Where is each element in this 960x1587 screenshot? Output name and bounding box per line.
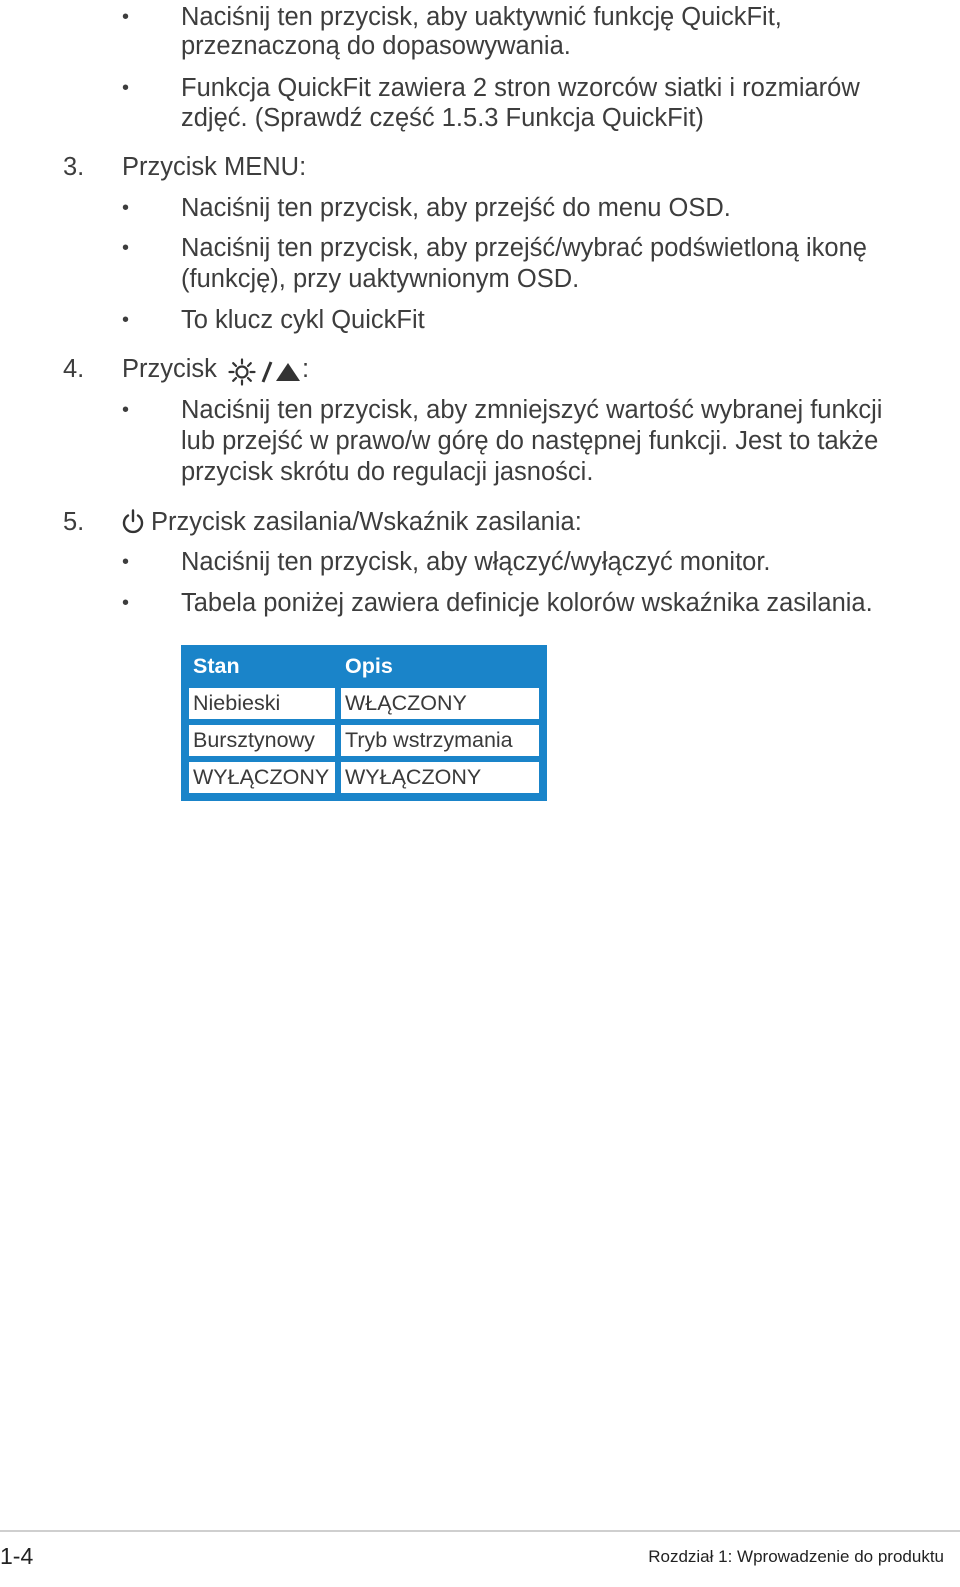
brightness-icon bbox=[228, 358, 256, 386]
bullet-text-line: Tabela poniżej zawiera definicje kolorów wskaźnika zasilania. bbox=[181, 589, 873, 617]
section-title-menu: Przycisk MENU: bbox=[122, 153, 307, 181]
bullet-text-line: przycisk skrótu do regulacji jasności. bbox=[181, 458, 594, 486]
bullet-text-line: zdjęć. (Sprawdź część 1.5.3 Funkcja QuickFit) bbox=[181, 104, 704, 132]
section-title-brightness: Przycisk bbox=[122, 355, 217, 383]
table-header-cell: Opis bbox=[345, 654, 393, 678]
bullet-text-line: Naciśnij ten przycisk, aby uaktywnić funkcję QuickFit, bbox=[181, 3, 782, 31]
table-cell: Tryb wstrzymania bbox=[341, 725, 539, 756]
item-number: 4. bbox=[63, 355, 85, 383]
chapter-title: Rozdział 1: Wprowadzenie do produktu bbox=[648, 1547, 944, 1566]
bullet-text-line: Naciśnij ten przycisk, aby przejść/wybrać podświetloną ikonę bbox=[181, 234, 867, 262]
table-cell: WYŁĄCZONY bbox=[189, 762, 335, 793]
table-row bbox=[189, 688, 539, 719]
bullet-glyph: • bbox=[122, 399, 130, 421]
table-row bbox=[189, 762, 539, 793]
bullet-text-line: Funkcja QuickFit zawiera 2 stron wzorców siatki i rozmiarów bbox=[181, 74, 860, 102]
bullet-text-line: Naciśnij ten przycisk, aby przejść do menu OSD. bbox=[181, 194, 731, 222]
bullet-text-line: (funkcję), przy uaktywnionym OSD. bbox=[181, 265, 580, 293]
table-cell: WŁĄCZONY bbox=[341, 688, 539, 719]
power-icon bbox=[121, 509, 145, 535]
footer-divider bbox=[0, 1530, 960, 1532]
up-arrow-icon bbox=[275, 362, 301, 382]
bullet-glyph: • bbox=[122, 237, 130, 259]
bullet-glyph: • bbox=[122, 309, 130, 331]
table-header-row bbox=[189, 651, 539, 682]
table-cell: WYŁĄCZONY bbox=[341, 762, 539, 793]
item-number: 5. bbox=[63, 508, 85, 536]
item-number: 3. bbox=[63, 153, 85, 181]
power-indicator-table bbox=[181, 645, 547, 801]
table-header-cell: Stan bbox=[193, 654, 240, 678]
section-title-power: Przycisk zasilania/Wskaźnik zasilania: bbox=[151, 508, 582, 536]
title-colon: : bbox=[302, 355, 310, 383]
bullet-glyph: • bbox=[122, 592, 130, 614]
table-cell: Niebieski bbox=[189, 688, 335, 719]
bullet-text-line: lub przejść w prawo/w górę do następnej funkcji. Jest to także bbox=[181, 427, 879, 455]
table-row bbox=[189, 725, 539, 756]
bullet-glyph: • bbox=[122, 197, 130, 219]
bullet-glyph: • bbox=[122, 77, 130, 99]
bullet-glyph: • bbox=[122, 551, 130, 573]
page-number: 1-4 bbox=[0, 1543, 34, 1569]
slash-separator-icon bbox=[260, 360, 274, 384]
bullet-text-line: Naciśnij ten przycisk, aby zmniejszyć wartość wybranej funkcji bbox=[181, 396, 883, 424]
table-cell: Bursztynowy bbox=[189, 725, 335, 756]
bullet-glyph: • bbox=[122, 6, 130, 28]
bullet-text-line: przeznaczoną do dopasowywania. bbox=[181, 32, 571, 60]
bullet-text-line: To klucz cykl QuickFit bbox=[181, 306, 425, 334]
bullet-text-line: Naciśnij ten przycisk, aby włączyć/wyłączyć monitor. bbox=[181, 548, 771, 576]
